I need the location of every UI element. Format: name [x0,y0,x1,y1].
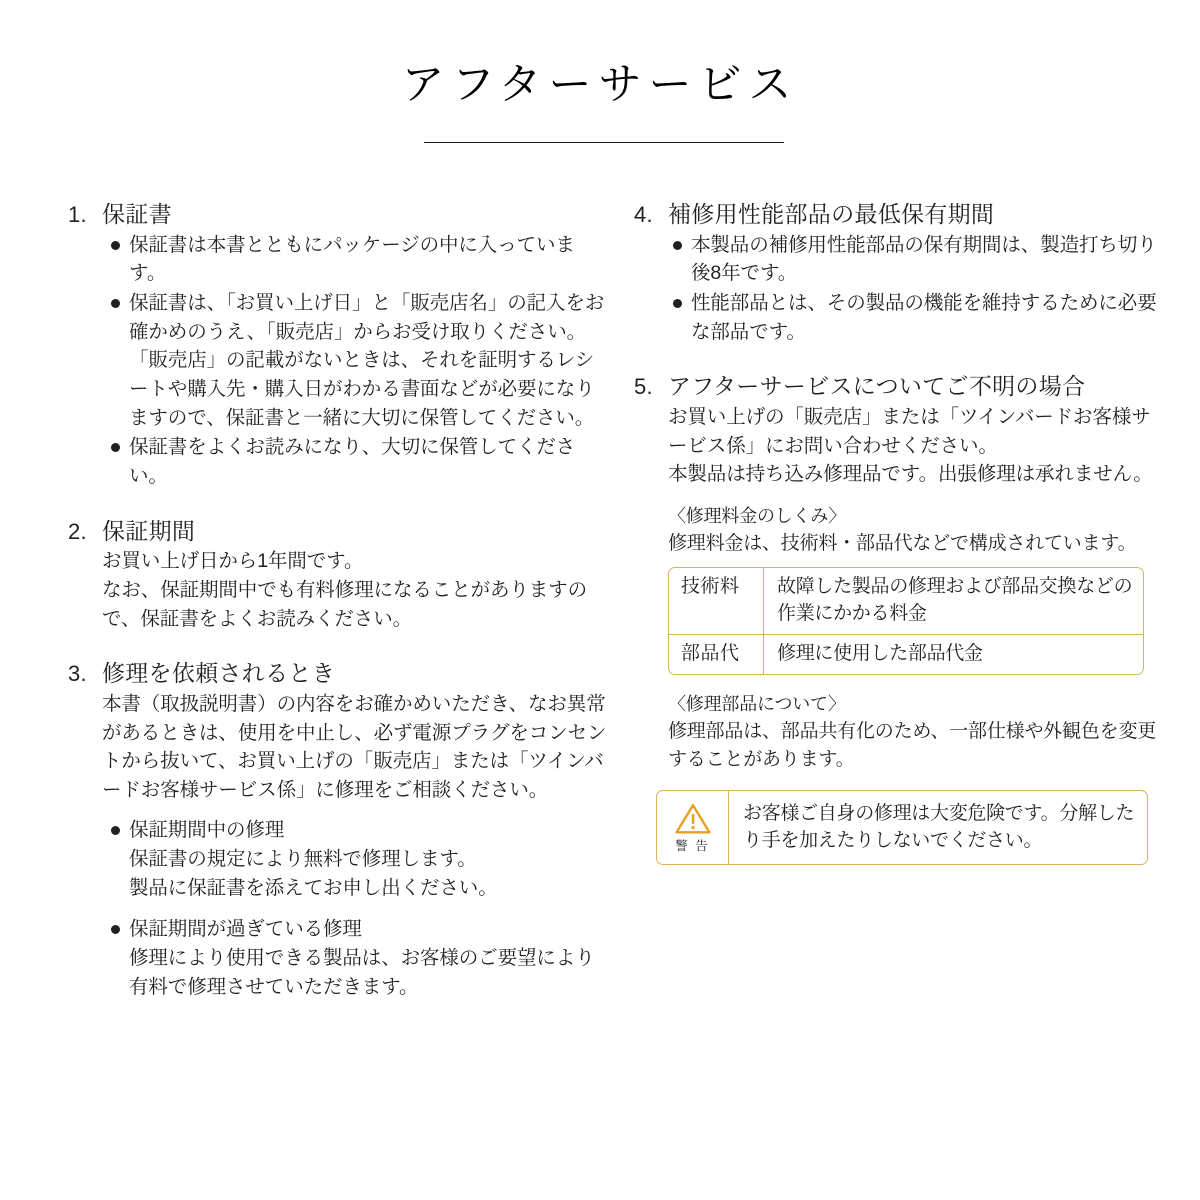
list-item-line: 保証書の規定により無料で修理します。 [129,848,477,871]
table-cell-key: 技術料 [681,575,740,597]
right-column [634,198,1164,869]
warning-triangle-icon [674,802,712,835]
section-title: アフターサービスについてご不明の場合 [668,373,1086,400]
list-item [110,816,608,902]
bullet-list [672,231,1164,347]
section-heading [68,657,608,690]
section-number: 3. [68,661,87,687]
paragraph: お買い上げの「販売店」または「ツインバードお客様サービス係」にお問い合わせください。 [668,405,1151,457]
spacer [68,637,608,657]
paragraph: なお、保証期間中でも有料修理になることがありますので、保証書をよくお読みください。 [102,578,588,630]
section-body [668,403,1164,489]
list-item-heading: 保証期間が過ぎている修理 [129,918,362,941]
warning-text: お客様ご自身の修理は大変危険です。分解したり手を加えたりしないでください。 [743,802,1135,852]
section-heading [634,198,1164,231]
warning-icon-cell [657,791,729,864]
section-body [102,690,608,805]
section-heading [68,198,608,231]
fee-table [668,567,1144,675]
section-parts-retention-period [634,198,1164,346]
section-body [102,547,608,633]
section-heading [68,515,608,548]
warning-box [656,790,1148,865]
section-warranty-document [68,198,608,491]
fee-block [668,503,1164,558]
list-item [110,915,608,1001]
list-item: 保証書は、「お買い上げ日」と「販売店名」の記入をお確かめのうえ、「販売店」からお受け取りください。「販売店」の記載がないときは、それを証明するレシートや購入先・購入日がわかる書面などが必要になりますので、保証書と一緒に大切に保管してください。 [110,289,608,432]
spacer [634,350,1164,370]
paragraph: 本書（取扱説明書）の内容をお確かめいただき、なお異常があるときは、使用を中止し、必ず電源プラグをコンセントから抜いて、お買い上げの「販売店」または「ツインバードお客様サービス係」に修理をご相談ください。 [102,692,607,801]
warning-label: 警 告 [675,838,710,853]
list-item-heading: 保証期間中の修理 [129,819,285,842]
list-item: 保証書は本書とともにパッケージの中に入っています。 [110,231,608,288]
paragraph: 本製品は持ち込み修理品です。出張修理は承れません。 [668,463,1153,486]
section-number: 1. [68,202,87,227]
title-divider [424,142,784,143]
list-item: 性能部品とは、その製品の機能を維持するために必要な部品です。 [672,289,1164,346]
section-heading [634,370,1164,403]
bullet-list [110,231,608,491]
table-row [669,568,1143,635]
list-item: 保証書をよくお読みになり、大切に保管してください。 [110,433,608,490]
fee-block-heading: 〈修理料金のしくみ〉 [668,505,846,526]
section-title: 保証期間 [102,517,196,544]
parts-block-text: 修理部品は、部品共有化のため、一部仕様や外観色を変更することがあります。 [668,720,1157,770]
section-number: 5. [634,374,653,400]
paragraph: お買い上げ日から1年間です。 [102,550,364,573]
table-cell-key: 部品代 [681,642,740,664]
section-number: 4. [634,202,653,227]
list-item-line: 修理により使用できる製品は、お客様のご要望により有料で修理させていただきます。 [129,947,595,998]
section-title: 修理を依頼されるとき [102,660,335,687]
table-row [669,635,1143,674]
table-cell-value: 修理に使用した部品代金 [763,635,1143,674]
left-column [68,198,608,1005]
section-title: 保証書 [102,201,172,227]
section-title: 補修用性能部品の最低保有期間 [668,201,995,227]
list-item-line: 製品に保証書を添えてお申し出ください。 [129,876,498,899]
section-after-service-inquiries [634,370,1164,864]
list-item: 本製品の補修用性能部品の保有期間は、製造打ち切り後8年です。 [672,231,1164,288]
page-title: アフターサービス [401,61,799,109]
table-cell-value: 故障した製品の修理および部品交換などの作業にかかる料金 [763,568,1143,634]
bullet-list [110,816,608,1001]
spacer [68,495,608,515]
section-number: 2. [68,518,87,544]
spacer [68,804,608,816]
fee-block-intro: 修理料金は、技術料・部品代などで構成されています。 [668,532,1137,554]
section-warranty-period [68,515,608,634]
parts-block-heading: 〈修理部品について〉 [668,693,846,714]
section-requesting-repair [68,657,608,1001]
parts-block [668,691,1164,774]
